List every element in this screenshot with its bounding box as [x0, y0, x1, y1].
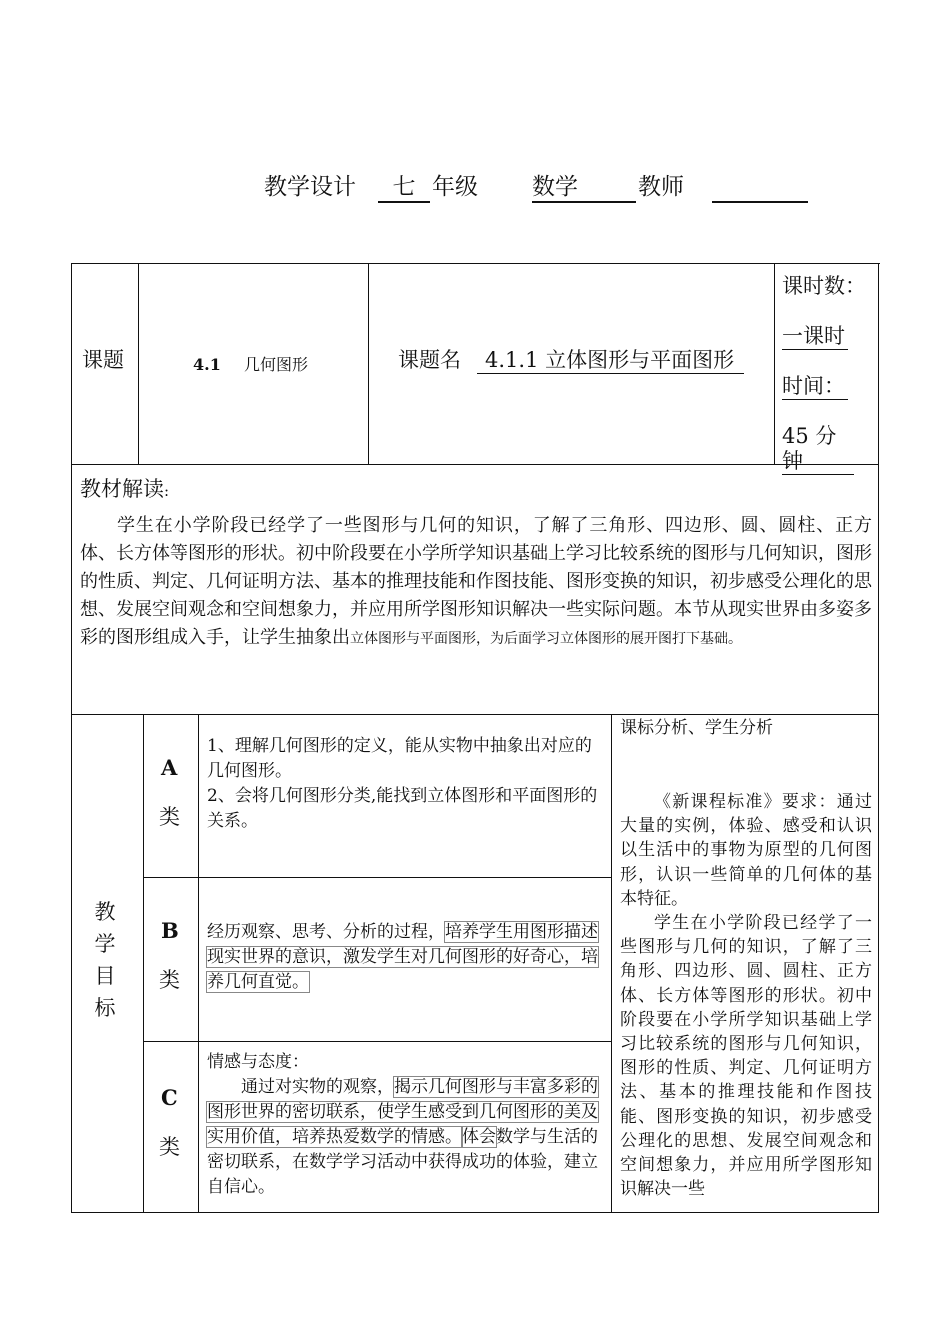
objective-c-boxed2: 体会 [462, 1127, 496, 1147]
objective-c-heading: 情感与态度： [207, 1052, 309, 1072]
material-body-main: 学生在小学阶段已经学了一些图形与几何的知识，了解了三角形、四边形、圆、圆柱、正方体、长方体等图形的形状。初中阶段要在小学所学知识基础上学习比较系统的图形与几何知识，图形的性质、判定、几何证明方法、基本的推理技能和作图技能、图形变换的知识，初步感受公理化的思想、发展空间观念和空间想象力，并应用所学图形知识解决一些实际问题。本节从现实世界由多姿多彩的图形组成入手，让学生抽象出 [80, 515, 872, 648]
title-prefix: 教学设计 [264, 174, 356, 200]
topic-name: 几何图形 [243, 355, 308, 374]
material-body [80, 512, 872, 653]
periods-value: 一课时 [782, 324, 848, 350]
objective-b-boxed: 培养学生用图形描述现实世界的意识，激发学生对几何图形的好奇心，培养几何直觉。 [207, 922, 598, 992]
objective-a-kind: 类 [159, 805, 180, 829]
objective-c-boxed1: 揭示几何图形与丰富多彩的图形世界的密切联系，使学生感受到几何图形的美及实用价值，培养热爱数学的情感。 [207, 1077, 598, 1147]
analysis-heading: 课标分析、学生分析 [620, 718, 773, 738]
analysis-p2: 学生在小学阶段已经学了一些图形与几何的知识，了解了三角形、四边形、圆、圆柱、正方体、长方体等图形的形状。初中阶段要在小学所学知识基础上学习比较系统的图形与几何知识，图形的性质、判定、几何证明方法、基本的推理技能和作图技能、图形变换的知识，初步感受公理化的思想、发展空间观念和空间想象力，并应用所学图形知识解决一些 [620, 913, 872, 1200]
analysis-body [620, 790, 872, 1210]
topic-number: 4.1 [193, 355, 221, 374]
objective-b-text: 经历观察、思考、分析的过程，培养学生用图形描述现实世界的意识，激发学生对几何图形的好奇心，培养几何直觉。 [207, 922, 598, 992]
grade-field [378, 168, 430, 203]
teacher-label: 教师 [638, 174, 684, 200]
objective-c-kind: 类 [159, 1135, 180, 1159]
objective-b-kind: 类 [159, 968, 180, 992]
material-heading: 教材解读: [80, 477, 170, 501]
teacher-value-line [712, 201, 808, 203]
objective-a-line2: 2、会将几何图形分类,能找到立体图形和平面图形的关系。 [207, 786, 598, 831]
topic-cell [193, 352, 308, 377]
objective-c-letter: C [161, 1085, 178, 1110]
subject-value: 数学 [532, 168, 636, 203]
objectives-label: 教 学 目 标 [94, 900, 116, 1020]
time-label: 时间： [782, 374, 848, 400]
grade-value: 七 [378, 168, 430, 203]
subject-field [532, 168, 636, 203]
time-value: 45 分钟 [782, 424, 854, 475]
lesson-label: 课题名 [398, 348, 461, 372]
analysis-p1: 《新课程标准》要求：通过大量的实例，体验、感受和认识以生活中的事物为原型的几何图形，认识一些简单的几何体的基本特征。 [620, 792, 872, 909]
objective-a-line1: 1、理解几何图形的定义，能从实物中抽象出对应的几何图形。 [207, 736, 592, 781]
objective-a-letter: A [161, 755, 178, 780]
objective-a-text [207, 734, 603, 834]
page-title [264, 168, 356, 201]
topic-label: 课题 [82, 348, 124, 372]
objective-c-text: 情感与态度： 通过对实物的观察，揭示几何图形与丰富多彩的图形世界的密切联系，使学生感受到几何图形的美及实用价值，培养热爱数学的情感。体会数学与生活的密切联系，在数学学习活动中获得成功的体验，建立自信心。 [207, 1050, 603, 1200]
objective-b-letter: B [161, 918, 179, 943]
material-body-small: 立体图形与平面图形，为后面学习立体图形的展开图打下基础。 [350, 631, 742, 647]
lesson-name: 4.1.1 立体图形与平面图形 [477, 348, 744, 374]
periods-label: 课时数： [782, 274, 866, 298]
grade-label: 年级 [432, 174, 478, 200]
